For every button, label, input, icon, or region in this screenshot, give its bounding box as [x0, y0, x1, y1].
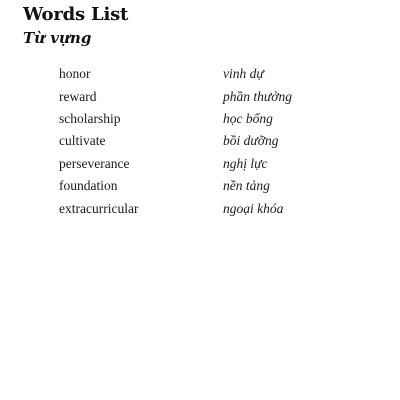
english-word: honor: [59, 66, 91, 82]
vocabulary-row: [59, 85, 379, 107]
english-word: foundation: [59, 178, 118, 194]
vocabulary-row: [59, 108, 379, 130]
vietnamese-translation: phần thưởng: [223, 88, 292, 104]
english-word: perseverance: [59, 155, 130, 171]
english-word: extracurricular: [59, 200, 139, 216]
vocabulary-row: [59, 63, 379, 85]
page-subtitle: Từ vựng: [23, 29, 92, 47]
vietnamese-translation: nền tảng: [223, 178, 270, 194]
page-title: Words List: [23, 4, 129, 25]
vietnamese-translation: học bổng: [223, 110, 273, 126]
english-word: cultivate: [59, 133, 106, 149]
english-word: scholarship: [59, 110, 121, 126]
vocabulary-row: [59, 175, 379, 197]
vocabulary-row: [59, 153, 379, 175]
vietnamese-translation: bồi dưỡng: [223, 133, 279, 149]
vocabulary-row: [59, 130, 379, 152]
vietnamese-translation: ngoại khóa: [223, 200, 284, 216]
vocabulary-list: [59, 63, 379, 220]
english-word: reward: [59, 88, 97, 104]
vietnamese-translation: vinh dự: [223, 66, 264, 82]
vocabulary-row: [59, 197, 379, 219]
vietnamese-translation: nghị lực: [223, 155, 268, 171]
